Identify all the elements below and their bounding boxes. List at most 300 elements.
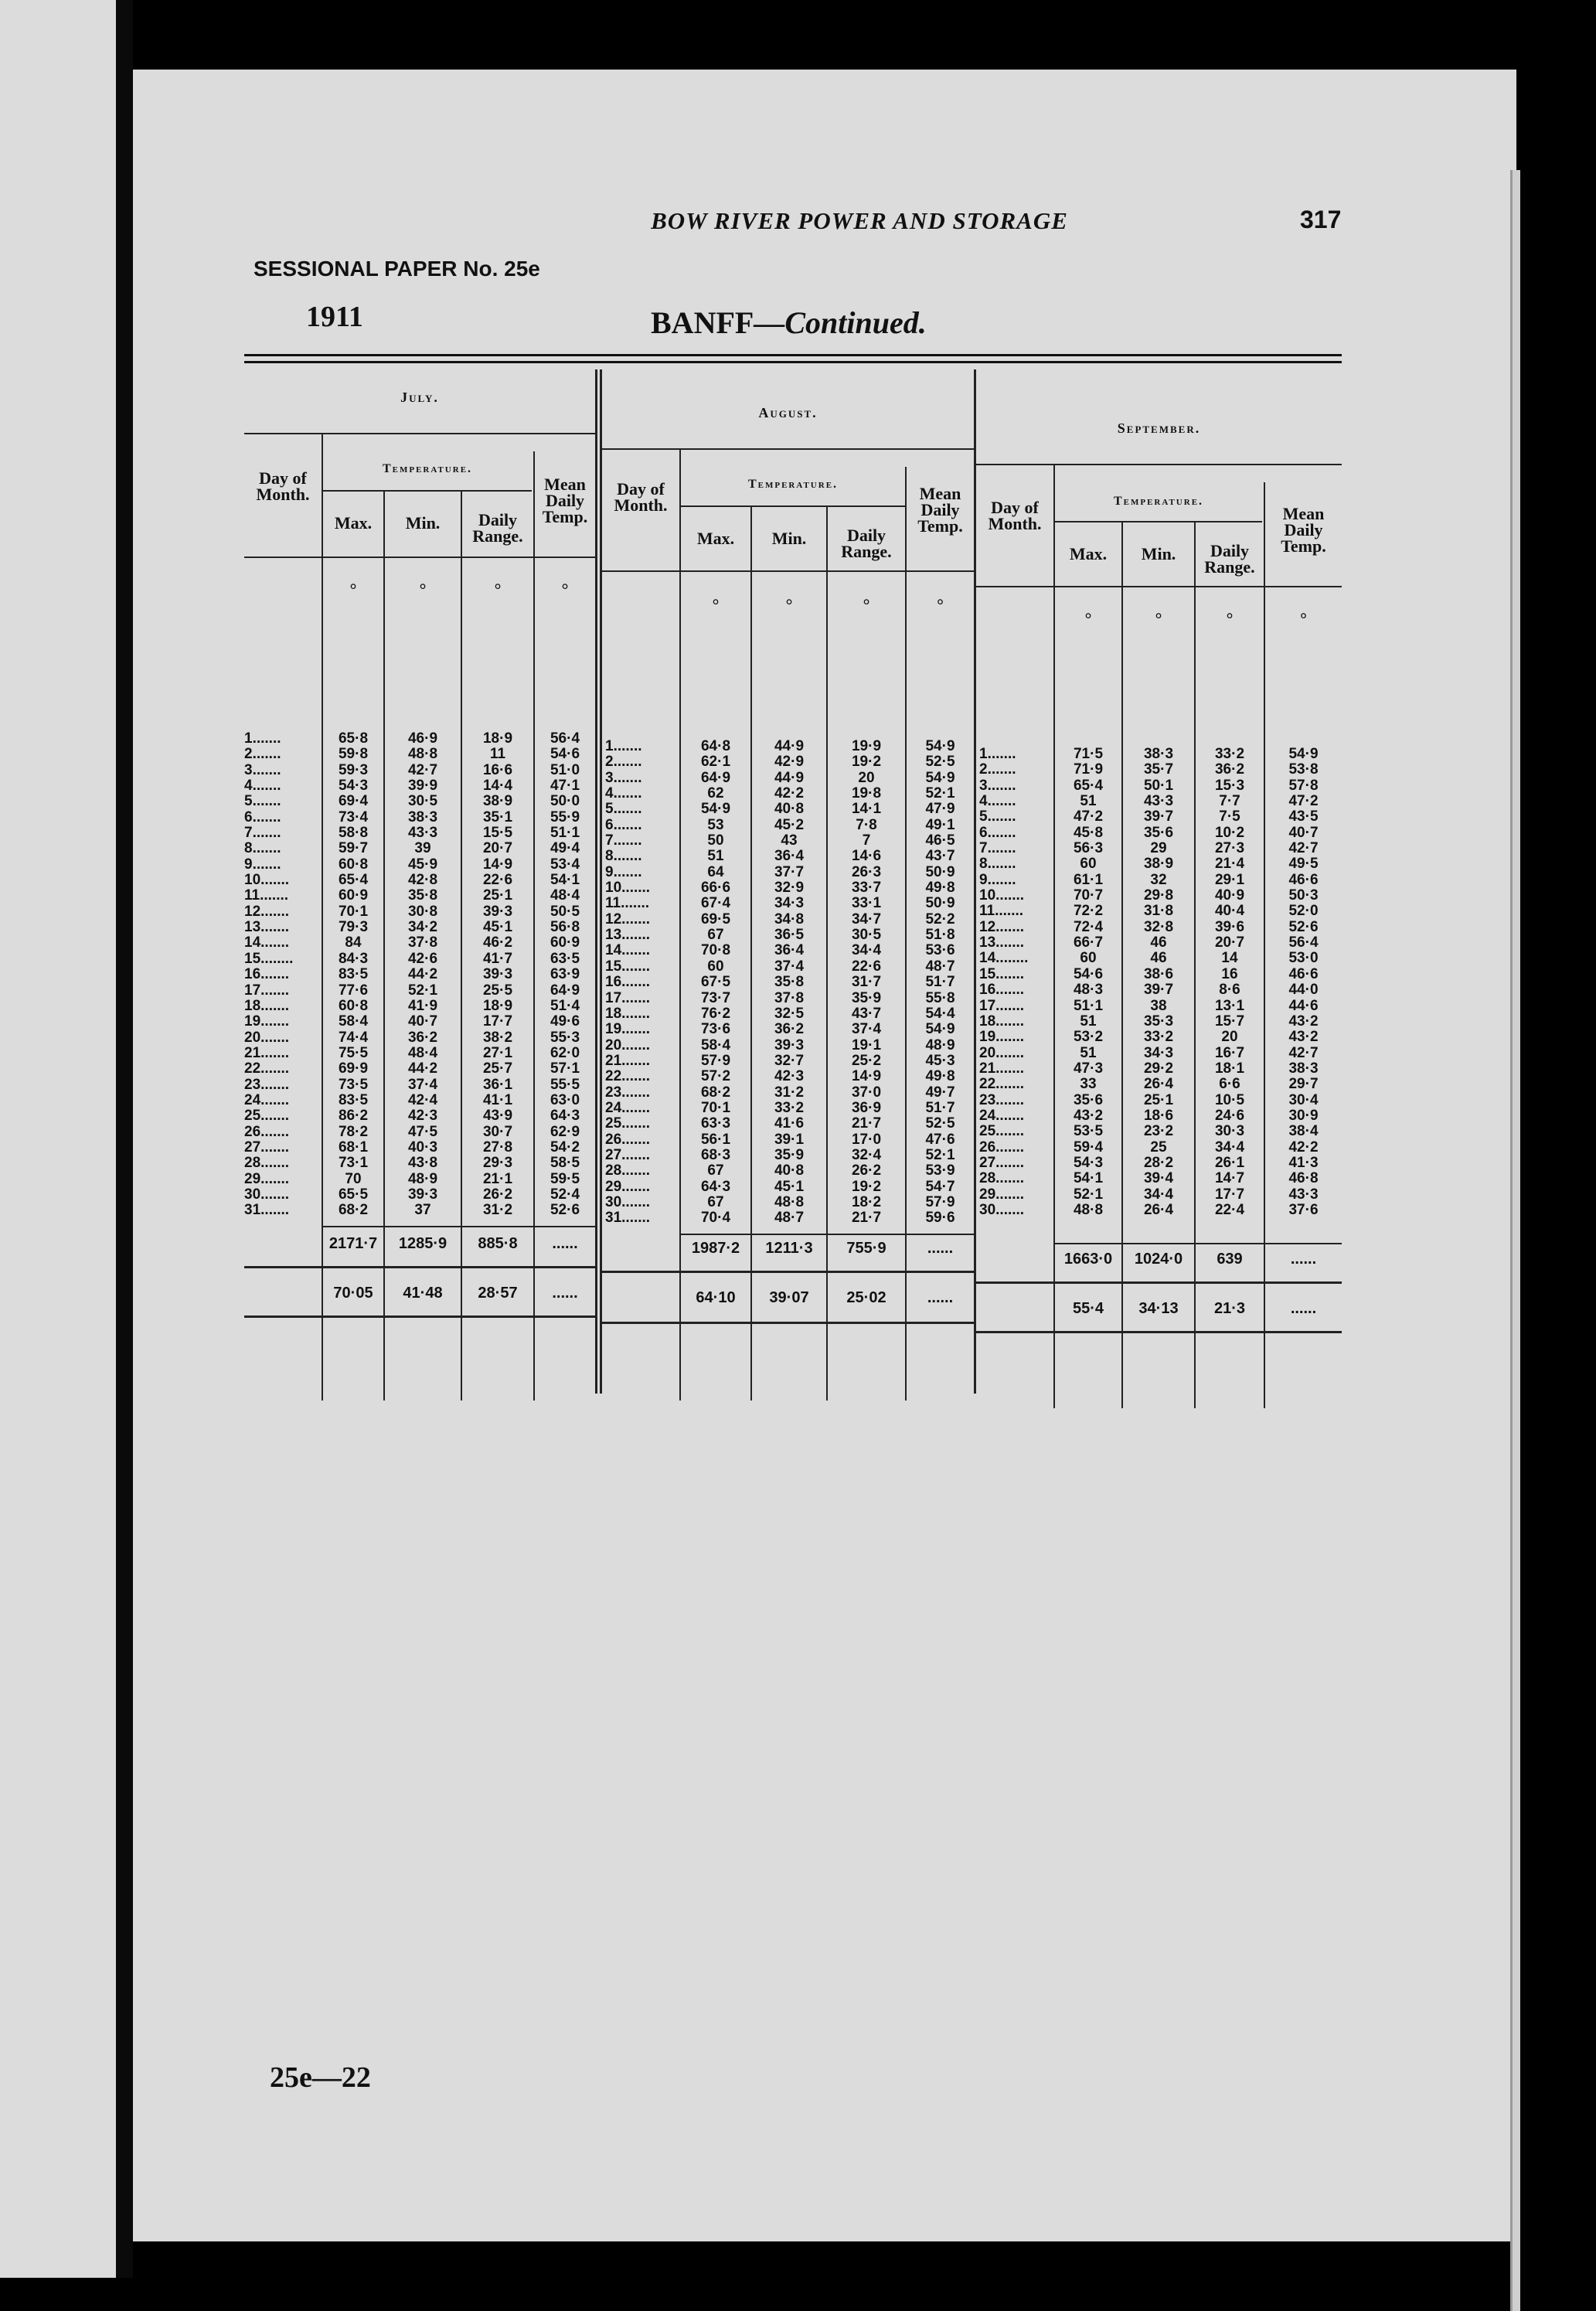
table-cell: 55·9 (550, 808, 580, 825)
table-cell: 15........ (244, 950, 294, 967)
total-range: 755·9 (846, 1240, 886, 1257)
table-cell: 19....... (605, 1021, 651, 1038)
table-cell: 32·7 (774, 1052, 805, 1069)
table-cell: 14....... (244, 934, 290, 951)
day-column (605, 739, 679, 1227)
table-cell: 42·8 (407, 872, 438, 889)
table-cell: 24....... (979, 1107, 1025, 1124)
table-cell: 60 (707, 958, 724, 975)
table-cell: 50·0 (550, 793, 580, 810)
table-cell: 46 (1150, 950, 1167, 967)
table-cell: 35·8 (774, 974, 805, 991)
table-cell: 68·2 (338, 1202, 369, 1219)
table-cell: 59·7 (338, 840, 369, 857)
table-cell: 5....... (244, 793, 281, 810)
table-cell: 14·9 (851, 1068, 882, 1085)
avg-min: 34·13 (1138, 1300, 1179, 1317)
table-cell: 39·3 (407, 1186, 438, 1203)
day-column (244, 731, 322, 1219)
table-cell: 34·4 (851, 942, 882, 959)
table-cell: 41·7 (482, 950, 513, 967)
avg-mean: ...... (552, 1285, 578, 1302)
table-cell: 54·1 (550, 872, 580, 889)
table-cell: 17·7 (482, 1013, 513, 1030)
table-cell: 54·6 (1073, 965, 1104, 982)
table-cell: 41·1 (482, 1091, 513, 1108)
table-cell: 53·0 (1288, 950, 1319, 967)
avg-range: 28·57 (478, 1285, 518, 1302)
table-cell: 46·8 (1288, 1170, 1319, 1187)
table-cell: 66·7 (1073, 934, 1104, 951)
min-heading: Min. (1141, 544, 1176, 563)
table-cell: 20·7 (1214, 934, 1245, 951)
table-cell: 33·1 (851, 895, 882, 912)
table-cell: 21·7 (851, 1115, 882, 1132)
table-cell: 8....... (244, 840, 281, 857)
table-cell: 47·5 (407, 1123, 438, 1140)
section-suffix: —Continued. (754, 305, 927, 340)
table-cell: 25·1 (482, 887, 513, 904)
table-cell: 3....... (605, 769, 642, 786)
table-cell: 14·7 (1214, 1170, 1245, 1187)
table-cell: 86·2 (338, 1108, 369, 1125)
table-cell: 1....... (605, 738, 642, 754)
rule (323, 490, 532, 492)
table-cell: 26·4 (1143, 1076, 1174, 1093)
table-cell: 11....... (244, 887, 289, 904)
table-cell: 43·2 (1288, 1013, 1319, 1030)
table-cell: 24....... (605, 1099, 651, 1116)
table-cell: 51·0 (550, 761, 580, 778)
degree-mark: ° (419, 580, 427, 599)
table-cell: 37·6 (1288, 1201, 1319, 1218)
table-cell: 14....... (605, 942, 651, 959)
table-cell: 42·3 (774, 1068, 805, 1085)
table-cell: 42·7 (407, 761, 438, 778)
table-cell: 23....... (244, 1076, 290, 1093)
table-cell: 58·4 (338, 1013, 369, 1030)
table-cell: 52·0 (1288, 903, 1319, 920)
table-cell: 4....... (244, 778, 281, 795)
table-cell: 47·2 (1288, 793, 1319, 810)
table-cell: 64 (707, 863, 724, 880)
table-cell: 59·4 (1073, 1138, 1104, 1156)
table-cell: 49·8 (925, 1068, 955, 1085)
table-cell: 64·3 (550, 1108, 580, 1125)
table-cell: 32·8 (1143, 918, 1174, 935)
table-cell: 37·8 (774, 989, 805, 1006)
table-cell: 48·8 (774, 1193, 805, 1210)
rule (976, 586, 1342, 587)
table-cell: 57·9 (925, 1193, 955, 1210)
table-cell: 18....... (979, 1013, 1025, 1030)
table-cell: 32·5 (774, 1005, 805, 1022)
running-header: BOW RIVER POWER AND STORAGE (651, 207, 1068, 234)
table-cell: 7 (862, 832, 871, 849)
table-cell: 77·6 (338, 982, 369, 999)
table-cell: 44·6 (1288, 997, 1319, 1014)
table-cell: 18....... (244, 997, 290, 1014)
table-cell: 54·3 (1073, 1154, 1104, 1171)
table-cell: 45·9 (407, 856, 438, 873)
table-cell: 30·5 (851, 927, 882, 944)
total-range: 885·8 (478, 1235, 518, 1252)
table-cell: 60 (1080, 856, 1097, 873)
table-cell: 29·8 (1143, 887, 1174, 904)
min-column (385, 731, 461, 1219)
max-column (1055, 747, 1121, 1218)
table-cell: 53·9 (925, 1162, 955, 1179)
rule (322, 1226, 595, 1227)
table-cell: 70·1 (700, 1099, 731, 1116)
table-cell: 35·7 (1143, 761, 1174, 778)
table-cell: 34·8 (774, 910, 805, 927)
table-cell: 15·3 (1214, 777, 1245, 794)
table-cell: 8·6 (1219, 982, 1240, 999)
table-cell: 48·9 (925, 1036, 955, 1053)
table-cell: 25....... (244, 1108, 290, 1125)
table-cell: 53·5 (1073, 1123, 1104, 1140)
table-cell: 50 (707, 832, 724, 849)
table-cell: 51·1 (1073, 997, 1104, 1014)
table-cell: 21....... (605, 1052, 651, 1069)
total-mean: ...... (552, 1235, 578, 1252)
table-cell: 7....... (244, 825, 281, 842)
degree-mark: ° (1155, 609, 1162, 628)
table-cell: 51·7 (925, 974, 955, 991)
table-cell: 49·7 (925, 1084, 955, 1101)
table-cell: 36·5 (774, 927, 805, 944)
table-cell: 7....... (979, 840, 1016, 857)
table-cell: 35·6 (1143, 824, 1174, 841)
table-cell: 57·2 (700, 1068, 731, 1085)
table-cell: 51·8 (925, 927, 955, 944)
table-cell: 54·9 (925, 738, 955, 754)
avg-mean: ...... (927, 1289, 954, 1306)
table-cell: 46 (1150, 934, 1167, 951)
table-cell: 25·7 (482, 1060, 513, 1077)
table-cell: 13....... (979, 934, 1025, 951)
table-cell: 10....... (979, 887, 1025, 904)
table-cell: 7....... (605, 832, 642, 849)
table-cell: 10....... (605, 880, 651, 897)
month-september (976, 354, 1342, 1421)
table-cell: 56·8 (550, 919, 580, 936)
rule (602, 448, 974, 450)
table-cell: 83·5 (338, 966, 369, 983)
avg-min: 39·07 (769, 1289, 809, 1306)
max-heading: Max. (1069, 544, 1108, 563)
table-cell: 62 (707, 785, 724, 802)
table-cell: 52·5 (925, 754, 955, 771)
table-cell: 5....... (979, 808, 1016, 825)
table-cell: 62·0 (550, 1044, 580, 1061)
table-cell: 51·1 (550, 825, 580, 842)
table-cell: 2....... (605, 754, 642, 771)
table-cell: 47·2 (1073, 808, 1104, 825)
table-cell: 41·6 (774, 1115, 805, 1132)
table-cell: 18·6 (1143, 1107, 1174, 1124)
total-min: 1211·3 (765, 1240, 813, 1257)
table-cell: 53·8 (1288, 761, 1319, 778)
table-cell: 31....... (605, 1210, 651, 1227)
degree-mark: ° (1300, 609, 1307, 628)
table-cell: 29....... (605, 1178, 651, 1195)
page-edge (1510, 170, 1520, 2311)
table-cell: 56·4 (550, 730, 580, 747)
table-cell: 14·9 (482, 856, 513, 873)
table-cell: 48·4 (550, 887, 580, 904)
table-cell: 68·1 (338, 1138, 369, 1156)
table-cell: 73·7 (700, 989, 731, 1006)
table-cell: 4....... (605, 785, 642, 802)
table-cell: 60 (1080, 950, 1097, 967)
table-cell: 18·9 (482, 997, 513, 1014)
table-cell: 45·2 (774, 816, 805, 833)
table-cell: 65·4 (338, 872, 369, 889)
avg-max: 70·05 (333, 1285, 373, 1302)
table-cell: 27....... (244, 1138, 290, 1156)
month-name: August. (758, 405, 818, 420)
table-cell: 51 (1080, 793, 1097, 810)
table-cell: 36·4 (774, 848, 805, 865)
rule (681, 505, 905, 507)
table-cell: 45·8 (1073, 824, 1104, 841)
table-cell: 45·3 (925, 1052, 955, 1069)
table-cell: 73·6 (700, 1021, 731, 1038)
table-cell: 26·4 (1143, 1201, 1174, 1218)
table-cell: 2....... (244, 746, 281, 763)
table-cell: 29 (1150, 840, 1167, 857)
table-cell: 43·9 (482, 1108, 513, 1125)
table-cell: 40·8 (774, 801, 805, 818)
table-cell: 15·5 (482, 825, 513, 842)
temperature-table (244, 354, 1342, 1436)
table-cell: 38 (1150, 997, 1167, 1014)
table-cell: 52·1 (925, 1146, 955, 1163)
table-cell: 42·6 (407, 950, 438, 967)
degree-mark: ° (561, 580, 569, 599)
year-label: 1911 (306, 301, 363, 333)
table-cell: 47·6 (925, 1131, 955, 1148)
table-cell: 46·9 (407, 730, 438, 747)
table-cell: 25....... (979, 1123, 1025, 1140)
table-cell: 29·2 (1143, 1060, 1174, 1077)
rule (244, 433, 595, 434)
table-cell: 32·9 (774, 880, 805, 897)
table-cell: 63·0 (550, 1091, 580, 1108)
table-cell: 64·9 (550, 982, 580, 999)
table-cell: 49·8 (925, 880, 955, 897)
table-cell: 42·2 (1288, 1138, 1319, 1156)
section-name: BANFF (651, 305, 754, 340)
table-cell: 43 (781, 832, 798, 849)
table-cell: 54·7 (925, 1178, 955, 1195)
table-cell: 46·5 (925, 832, 955, 849)
table-cell: 26·2 (851, 1162, 882, 1179)
table-cell: 74·4 (338, 1029, 369, 1046)
table-cell: 33 (1080, 1076, 1097, 1093)
table-cell: 27....... (605, 1146, 651, 1163)
table-cell: 35·6 (1073, 1091, 1104, 1108)
table-cell: 12....... (605, 910, 651, 927)
table-cell: 45·1 (774, 1178, 805, 1195)
table-cell: 3....... (244, 761, 281, 778)
table-cell: 25 (1150, 1138, 1167, 1156)
table-cell: 44·0 (1288, 982, 1319, 999)
table-cell: 31·7 (851, 974, 882, 991)
table-cell: 42·4 (407, 1091, 438, 1108)
table-cell: 54·2 (550, 1138, 580, 1156)
table-cell: 70·8 (700, 942, 731, 959)
table-cell: 42·7 (1288, 1044, 1319, 1061)
table-cell: 36·2 (1214, 761, 1245, 778)
mean-column (907, 739, 974, 1227)
table-cell: 65·4 (1073, 777, 1104, 794)
table-cell: 20....... (605, 1036, 651, 1053)
table-cell: 48·8 (407, 746, 438, 763)
table-cell: 60·9 (550, 934, 580, 951)
table-cell: 3....... (979, 777, 1016, 794)
table-cell: 28....... (244, 1155, 290, 1172)
table-cell: 17....... (979, 997, 1025, 1014)
month-name: July. (400, 390, 439, 405)
table-cell: 26....... (244, 1123, 290, 1140)
table-cell: 35·1 (482, 808, 513, 825)
table-cell: 18....... (605, 1005, 651, 1022)
table-cell: 37·0 (851, 1084, 882, 1101)
avg-range: 25·02 (846, 1289, 886, 1306)
table-cell: 51 (1080, 1013, 1097, 1030)
temperature-heading: Temperature. (382, 462, 473, 475)
table-cell: 53 (707, 816, 724, 833)
mean-heading: Mean Daily Temp. (917, 484, 963, 536)
table-cell: 45·1 (482, 919, 513, 936)
table-cell: 70·1 (338, 903, 369, 920)
table-cell: 54·6 (550, 746, 580, 763)
table-cell: 52·1 (1073, 1186, 1104, 1203)
range-heading: Daily Range. (1204, 541, 1255, 577)
sessional-paper-label: SESSIONAL PAPER No. 25e (254, 257, 540, 281)
table-cell: 9....... (979, 871, 1016, 888)
table-cell: 44·9 (774, 769, 805, 786)
table-cell: 49·4 (550, 840, 580, 857)
table-cell: 34·4 (1214, 1138, 1245, 1156)
section-title (651, 305, 927, 341)
table-cell: 6....... (605, 816, 642, 833)
table-cell: 34·3 (774, 895, 805, 912)
table-cell: 28·2 (1143, 1154, 1174, 1171)
table-cell: 38·6 (1143, 965, 1174, 982)
rule (976, 1281, 1342, 1284)
table-cell: 67·4 (700, 895, 731, 912)
table-cell: 39·7 (1143, 808, 1174, 825)
table-cell: 20....... (244, 1029, 290, 1046)
table-cell: 21....... (979, 1060, 1025, 1077)
table-cell: 35·3 (1143, 1013, 1174, 1030)
table-cell: 9....... (605, 863, 642, 880)
table-cell: 58·4 (700, 1036, 731, 1053)
table-cell: 19·8 (851, 785, 882, 802)
table-cell: 59·5 (550, 1170, 580, 1187)
table-cell: 29·1 (1214, 871, 1245, 888)
table-cell: 52·4 (550, 1186, 580, 1203)
table-cell: 6....... (244, 808, 281, 825)
table-cell: 31·8 (1143, 903, 1174, 920)
table-cell: 21·1 (482, 1170, 513, 1187)
day-heading: Day of Month. (988, 498, 1042, 533)
table-cell: 28....... (605, 1162, 651, 1179)
table-cell: 55·3 (550, 1029, 580, 1046)
table-cell: 54·9 (925, 1021, 955, 1038)
table-cell: 25·5 (482, 982, 513, 999)
footer-page-code: 25e—22 (270, 2061, 371, 2094)
table-cell: 36·1 (482, 1076, 513, 1093)
table-cell: 43·5 (1288, 808, 1319, 825)
mean-heading: Mean Daily Temp. (542, 475, 588, 526)
total-mean: ...... (1290, 1251, 1317, 1268)
table-cell: 56·4 (1288, 934, 1319, 951)
table-cell: 48·4 (407, 1044, 438, 1061)
table-cell: 36·4 (774, 942, 805, 959)
table-cell: 33·7 (851, 880, 882, 897)
range-column (462, 731, 533, 1219)
total-range: 639 (1217, 1251, 1243, 1268)
table-cell: 56·3 (1073, 840, 1104, 857)
min-column (1123, 747, 1194, 1218)
table-cell: 37·8 (407, 934, 438, 951)
table-cell: 38·3 (407, 808, 438, 825)
table-cell: 84·3 (338, 950, 369, 967)
table-cell: 40·9 (1214, 887, 1245, 904)
table-cell: 34·3 (1143, 1044, 1174, 1061)
min-column (752, 739, 826, 1227)
table-cell: 27·8 (482, 1138, 513, 1156)
table-cell: 70·4 (700, 1210, 731, 1227)
table-cell: 57·9 (700, 1052, 731, 1069)
table-cell: 11....... (979, 903, 1024, 920)
day-heading: Day of Month. (614, 479, 668, 515)
table-cell: 67·5 (700, 974, 731, 991)
table-cell: 39·4 (1143, 1170, 1174, 1187)
table-cell: 63·3 (700, 1115, 731, 1132)
rule (1053, 1243, 1342, 1244)
degree-mark: ° (349, 580, 357, 599)
table-cell: 41·9 (407, 997, 438, 1014)
day-heading: Day of Month. (256, 468, 310, 504)
table-cell: 17·7 (1214, 1186, 1245, 1203)
range-column (1196, 747, 1264, 1218)
table-cell: 59·6 (925, 1210, 955, 1227)
table-cell: 51·4 (550, 997, 580, 1014)
table-cell: 22·4 (1214, 1201, 1245, 1218)
table-cell: 60·8 (338, 856, 369, 873)
table-cell: 34·4 (1143, 1186, 1174, 1203)
table-cell: 65·8 (338, 730, 369, 747)
table-cell: 51·7 (925, 1099, 955, 1116)
table-cell: 48·7 (774, 1210, 805, 1227)
table-cell: 39·1 (774, 1131, 805, 1148)
table-cell: 22....... (979, 1076, 1025, 1093)
table-cell: 54·9 (925, 769, 955, 786)
table-cell: 67 (707, 1193, 724, 1210)
range-heading: Daily Range. (841, 526, 892, 561)
table-cell: 53·4 (550, 856, 580, 873)
table-cell: 49·6 (550, 1013, 580, 1030)
table-cell: 26....... (979, 1138, 1025, 1156)
table-cell: 64·9 (700, 769, 731, 786)
table-cell: 26....... (605, 1131, 651, 1148)
